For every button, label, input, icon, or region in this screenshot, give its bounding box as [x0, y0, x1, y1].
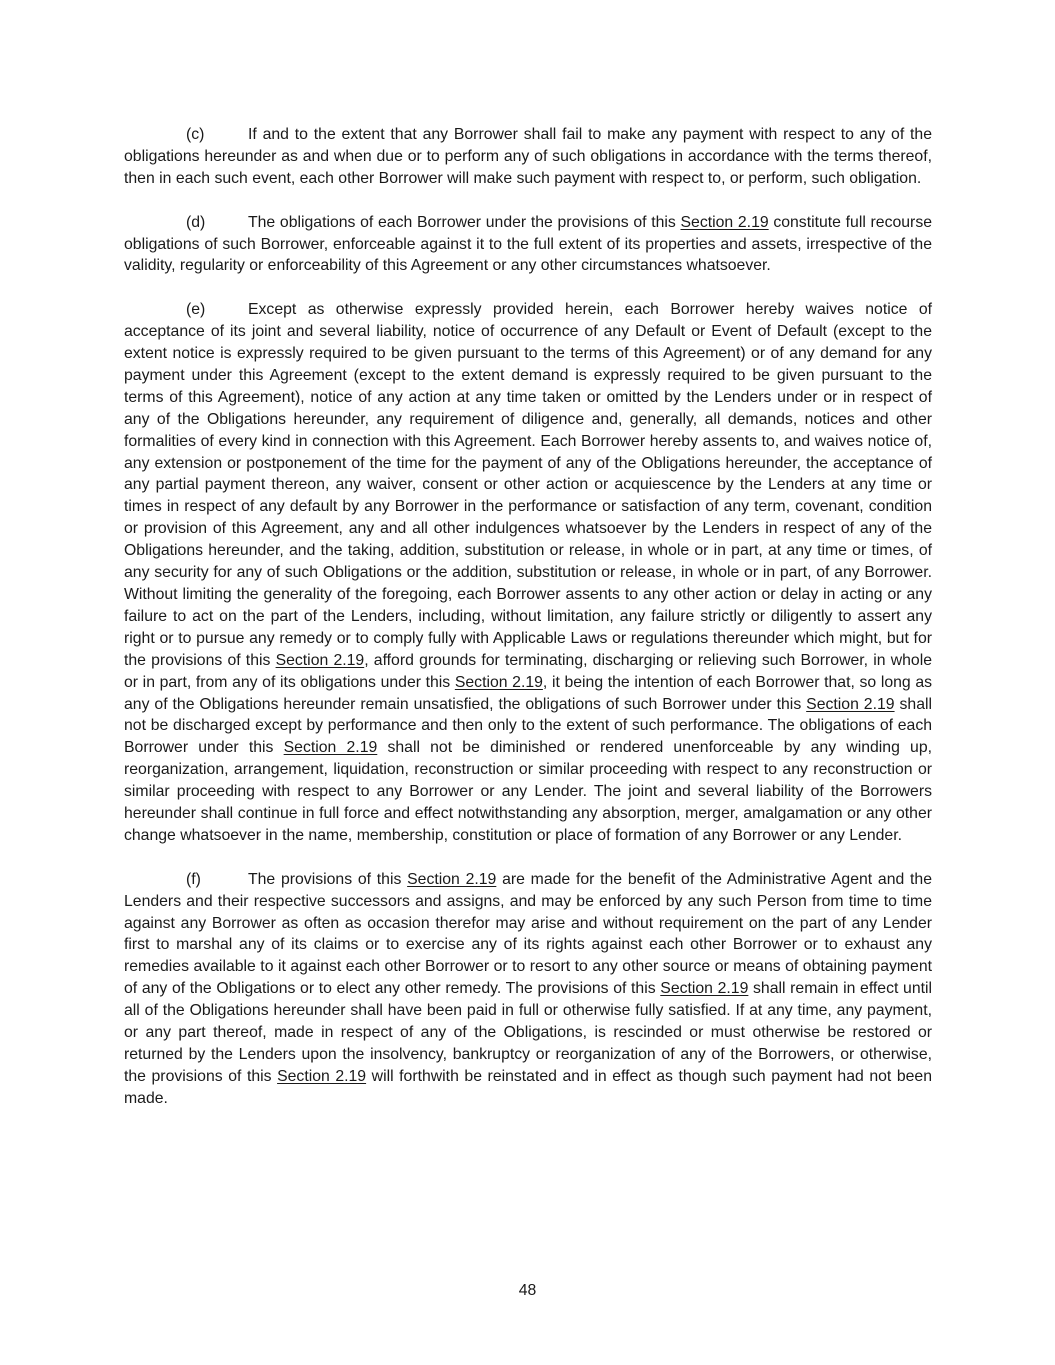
paragraph-text: shall not be diminished or rendered unenforceable by any winding up, reorganization, arrangement, liquidation, reconstruction or similar proceeding with respect to any reconstruction or similar proceeding with respect to any Borrower or any Lender. The joint and several liability of the Borrowers hereunder shall continue in full force and effect notwithstanding any absorption, merger, amalgamation or any other change whatsoever in the name, membership, constitution or place of formation of any Borrower or any Lender. — [124, 739, 933, 844]
paragraph-label: (f) — [186, 870, 201, 888]
section-reference-link[interactable]: Section 2.19 — [283, 739, 378, 757]
section-reference-link[interactable]: Section 2.19 — [277, 1067, 367, 1085]
paragraph-text: are made for the benefit of the Administrative Agent and the Lenders and their respective successors and assigns, and may be enforced by any such Person from time to time against any Borrower as often as occasion therefor may arise and without requirement on the part of any Lender first to marshal any of its claims or to exercise any of its rights against each other Borrower or to exhaust any remedies available to it against each other Borrower or to resort to any other source or means of obtaining payment of any of the Obligations or to elect any other remedy. The provisions of this — [124, 870, 933, 998]
section-reference-link[interactable]: Section 2.19 — [454, 673, 543, 691]
section-reference-link[interactable]: Section 2.19 — [660, 980, 749, 998]
paragraph-text: shall remain in effect until all of the Obligations hereunder shall have been paid in full or otherwise fully satisfied. If at any time, any payment, or any part thereof, made in respect of any of the Obligations, is rescinded or must otherwise be restored or returned by the Lenders upon the insolvency, bankruptcy or reorganization of any of the Borrowers, or otherwise, the provisions of this — [124, 980, 933, 1085]
paragraph-text: Except as otherwise expressly provided herein, each Borrower hereby waives notice of acceptance of its joint and several liability, notice of occurrence of any Default or Event of Default (except to the extent notice is expressly required to be given pursuant to the terms of this Agreement) or of any demand for any payment under this Agreement (except to the extent demand is expressly required to be given pursuant to the terms of this Agreement), notice of any action at any time taken or omitted by the Lenders under or in respect of any of the Obligations hereunder, any requirement of diligence and, generally, all demands, notices and other formalities of every kind in connection with this Agreement. Each Borrower hereby assents to, and waives notice of, any extension or postponement of the time for the payment of any of the Obligations hereunder, the acceptance of any partial payment thereon, any waiver, consent or other action or acquiescence by the Lenders at any time or times in respect of any default by any Borrower in the performance or satisfaction of any term, covenant, condition or provision of this Agreement, any and all other indulgences whatsoever by the Lenders in respect of any of the Obligations hereunder, and the taking, addition, substitution or release, in whole or in part, at any time or times, of any security for any of such Obligations or the addition, substitution or release, in whole or in part, of any Borrower. Without limiting the generality of the foregoing, each Borrower assents to any other action or delay in acting or any failure to act on the part of the Lenders, including, without limitation, any failure strictly or diligently to assert any right or to pursue any remedy or to comply fully with Applicable Laws or regulations thereunder which might, but for the provisions of this — [124, 301, 932, 669]
document-body — [124, 124, 932, 1132]
paragraph-text: The obligations of each Borrower under the provisions of this — [248, 213, 681, 231]
paragraph-label: (e) — [186, 301, 206, 319]
section-reference-link[interactable]: Section 2.19 — [407, 870, 497, 888]
paragraph-c — [124, 124, 932, 190]
section-reference-link[interactable]: Section 2.19 — [680, 213, 769, 231]
paragraph-text: , afford grounds for terminating, discharging or relieving such Borrower, in whole or in part, from any of its obligations under this — [124, 651, 932, 691]
paragraph-text: If and to the extent that any Borrower shall fail to make any payment with respect to any of the obligations hereunder as and when due or to perform any of such obligations in accordance with the terms thereof, then in each such event, each other Borrower will make such payment with respect to, or perform, such obligation. — [124, 126, 932, 187]
paragraph-text: will forthwith be reinstated and in effect as though such payment had not been made. — [124, 1067, 932, 1107]
paragraph-label: (d) — [186, 213, 206, 231]
paragraph-label: (c) — [186, 126, 205, 143]
page-number: 48 — [518, 1282, 537, 1299]
paragraph-text: , it being the intention of each Borrower that, so long as any of the Obligations hereunder remain unsatisfied, the obligations of such Borrower under this — [124, 673, 933, 713]
paragraph-d — [124, 212, 932, 278]
section-reference-link[interactable]: Section 2.19 — [275, 651, 365, 669]
section-reference-link[interactable]: Section 2.19 — [806, 695, 895, 713]
paragraph-text: shall not be discharged except by performance and then only to the extent of such performance. The obligations of each Borrower under this — [124, 695, 932, 757]
paragraph-text: constitute full recourse obligations of such Borrower, enforceable against it to the full extent of its properties and assets, irrespective of the validity, regularity or enforceability of this Agreement or any other circumstances whatsoever. — [124, 213, 933, 275]
paragraph-f — [124, 869, 932, 1110]
paragraph-e — [124, 299, 932, 847]
paragraph-text: The provisions of this — [248, 870, 408, 888]
